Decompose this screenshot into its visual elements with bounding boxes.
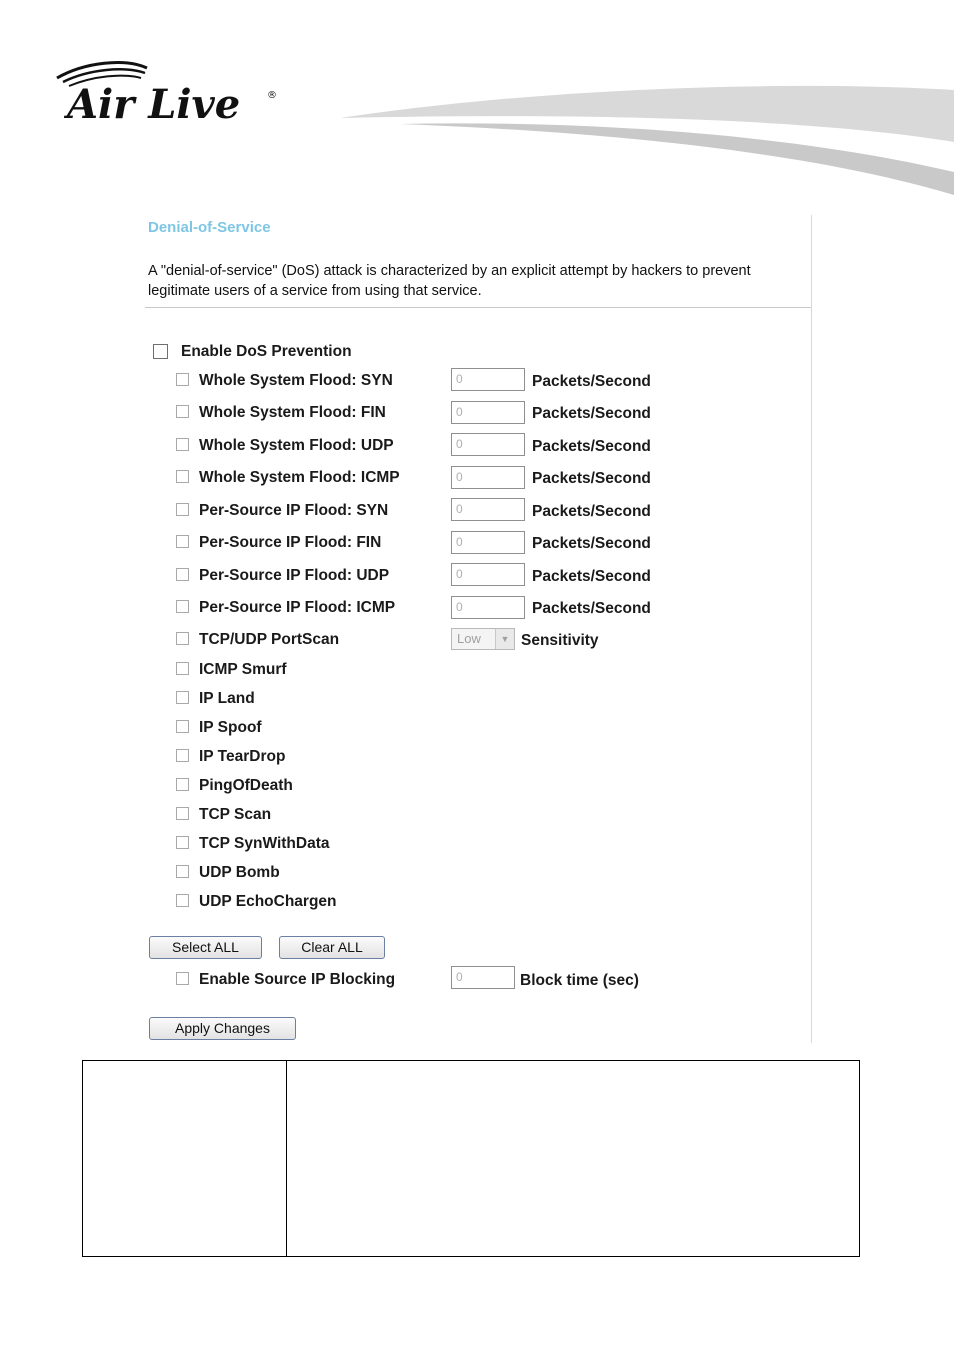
table-cell-right [287,1061,860,1257]
flood-checkbox[interactable] [176,535,189,548]
attack-label: IP Spoof [199,719,262,736]
flood-rate-input[interactable]: 0 [451,466,525,489]
attack-checkbox[interactable] [176,662,189,675]
flood-checkbox[interactable] [176,503,189,516]
flood-unit: Packets/Second [532,503,651,520]
flood-unit: Packets/Second [532,438,651,455]
flood-checkbox[interactable] [176,470,189,483]
attack-checkbox[interactable] [176,720,189,733]
attack-checkbox[interactable] [176,691,189,704]
sensitivity-select[interactable] [451,628,515,650]
source-blocking-checkbox[interactable] [176,972,189,985]
source-blocking-label: Enable Source IP Blocking [199,971,396,988]
flood-label: Per-Source IP Flood: SYN [199,502,389,519]
flood-checkbox[interactable] [176,405,189,418]
flood-unit: Packets/Second [532,600,651,617]
apply-changes-button[interactable]: Apply Changes [149,1017,296,1040]
flood-rate-input[interactable]: 0 [451,433,525,456]
header-swoosh [340,80,954,200]
flood-rate-input[interactable]: 0 [451,531,525,554]
flood-unit: Packets/Second [532,373,651,390]
attack-checkbox[interactable] [176,807,189,820]
attack-checkbox[interactable] [176,778,189,791]
description-table [82,1060,860,1257]
sensitivity-value: Low [457,631,481,646]
attack-label: ICMP Smurf [199,661,287,678]
section-title: Denial-of-Service [148,219,271,236]
flood-label: Whole System Flood: ICMP [199,469,400,486]
divider [145,307,811,308]
flood-checkbox[interactable] [176,438,189,451]
flood-rate-input[interactable]: 0 [451,368,525,391]
select-all-button[interactable]: Select ALL [149,936,262,959]
flood-label: Whole System Flood: FIN [199,404,386,421]
flood-unit: Packets/Second [532,405,651,422]
flood-label: Whole System Flood: SYN [199,372,393,389]
attack-checkbox[interactable] [176,836,189,849]
block-time-label: Block time (sec) [520,972,639,989]
flood-checkbox[interactable] [176,373,189,386]
flood-checkbox[interactable] [176,600,189,613]
flood-rate-input[interactable]: 0 [451,596,525,619]
flood-label: Whole System Flood: UDP [199,437,394,454]
flood-rate-input[interactable]: 0 [451,401,525,424]
enable-dos-label: Enable DoS Prevention [181,343,352,360]
logo-text: Air Live [67,81,241,128]
flood-unit: Packets/Second [532,535,651,552]
attack-label: IP TearDrop [199,748,286,765]
flood-label: Per-Source IP Flood: FIN [199,534,382,551]
portscan-checkbox[interactable] [176,632,189,645]
portscan-label: TCP/UDP PortScan [199,631,340,648]
airlive-logo [55,60,285,130]
clear-all-button[interactable]: Clear ALL [279,936,385,959]
registered-mark: ® [267,90,277,101]
sensitivity-label: Sensitivity [521,632,599,649]
flood-checkbox[interactable] [176,568,189,581]
section-description: A "denial-of-service" (DoS) attack is characterized by an explicit attempt by hackers to prevent legitimate users of a service from using that service. [148,263,751,299]
attack-label: UDP Bomb [199,864,280,881]
table-cell-left [83,1061,287,1257]
attack-label: PingOfDeath [199,777,293,794]
flood-label: Per-Source IP Flood: UDP [199,567,390,584]
attack-label: TCP Scan [199,806,272,823]
attack-label: TCP SynWithData [199,835,330,852]
flood-rate-input[interactable]: 0 [451,563,525,586]
attack-checkbox[interactable] [176,865,189,878]
block-time-input[interactable]: 0 [451,966,515,989]
enable-dos-checkbox[interactable] [153,344,168,359]
attack-checkbox[interactable] [176,749,189,762]
dos-panel [145,215,812,1043]
flood-unit: Packets/Second [532,568,651,585]
flood-label: Per-Source IP Flood: ICMP [199,599,396,616]
flood-rate-input[interactable]: 0 [451,498,525,521]
attack-label: IP Land [199,690,255,707]
flood-unit: Packets/Second [532,470,651,487]
attack-checkbox[interactable] [176,894,189,907]
attack-label: UDP EchoChargen [199,893,337,910]
chevron-down-icon[interactable]: ▼ [495,629,514,649]
